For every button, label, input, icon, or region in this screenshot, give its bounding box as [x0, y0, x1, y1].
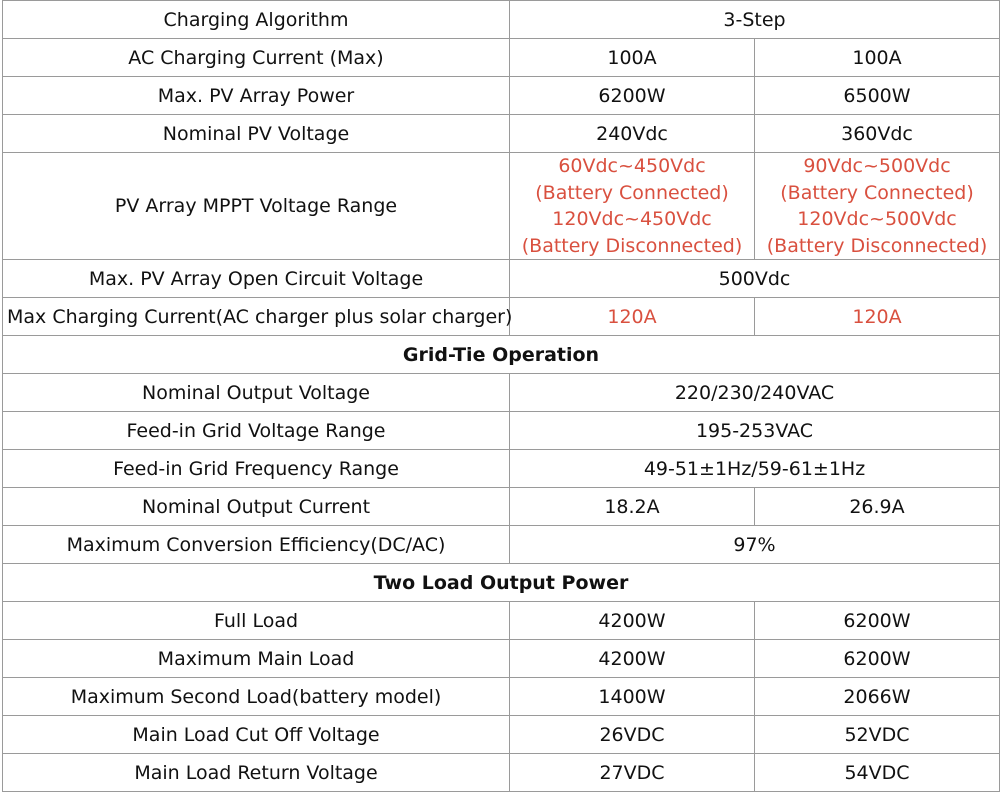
row-label: Full Load	[3, 602, 510, 640]
table-row	[3, 526, 1000, 564]
row-value: 195-253VAC	[510, 412, 1000, 450]
row-value-model-1: 4200W	[510, 602, 755, 640]
row-value-model-2: 6200W	[755, 640, 1000, 678]
section-header-row	[3, 564, 1000, 602]
row-label: Max. PV Array Open Circuit Voltage	[3, 260, 510, 298]
row-value-model-2: 2066W	[755, 678, 1000, 716]
table-row	[3, 754, 1000, 792]
row-value-model-1	[510, 153, 755, 260]
table-row	[3, 260, 1000, 298]
row-value-model-1: 18.2A	[510, 488, 755, 526]
row-value: 3-Step	[510, 1, 1000, 39]
row-label: Charging Algorithm	[3, 1, 510, 39]
row-value-model-2: 100A	[755, 39, 1000, 77]
row-value-model-2: 360Vdc	[755, 115, 1000, 153]
mppt-line: 120Vdc~450Vdc	[552, 208, 712, 230]
mppt-line: (Battery Connected)	[780, 181, 974, 204]
table-row	[3, 450, 1000, 488]
row-label: Maximum Conversion Efficiency(DC/AC)	[3, 526, 510, 564]
row-value: 500Vdc	[510, 260, 1000, 298]
row-value-model-1: 1400W	[510, 678, 755, 716]
spec-table	[2, 0, 1000, 792]
row-label: Nominal Output Current	[3, 488, 510, 526]
table-row	[3, 1, 1000, 39]
table-row	[3, 77, 1000, 115]
table-row	[3, 412, 1000, 450]
mppt-line: 120Vdc~500Vdc	[797, 208, 957, 230]
row-value-model-1: 100A	[510, 39, 755, 77]
mppt-line: (Battery Disconnected)	[521, 234, 743, 257]
row-value-model-1: 27VDC	[510, 754, 755, 792]
row-value-model-2: 54VDC	[755, 754, 1000, 792]
section-title-grid-tie: Grid-Tie Operation	[3, 336, 1000, 374]
row-value-model-1: 120A	[510, 298, 755, 336]
row-value-model-2	[755, 153, 1000, 260]
table-row	[3, 716, 1000, 754]
row-label: Maximum Second Load(battery model)	[3, 678, 510, 716]
mppt-line: 90Vdc~500Vdc	[803, 155, 951, 177]
table-row	[3, 298, 1000, 336]
row-label: PV Array MPPT Voltage Range	[3, 153, 510, 260]
row-label: Maximum Main Load	[3, 640, 510, 678]
row-value-model-1: 240Vdc	[510, 115, 755, 153]
row-value-model-2: 26.9A	[755, 488, 1000, 526]
row-value-model-2: 52VDC	[755, 716, 1000, 754]
table-row	[3, 678, 1000, 716]
section-header-row	[3, 336, 1000, 374]
row-value-model-2: 6500W	[755, 77, 1000, 115]
row-value-model-2: 120A	[755, 298, 1000, 336]
section-title-two-load: Two Load Output Power	[3, 564, 1000, 602]
row-label: Feed-in Grid Frequency Range	[3, 450, 510, 488]
row-value: 97%	[510, 526, 1000, 564]
table-row	[3, 488, 1000, 526]
row-value: 220/230/240VAC	[510, 374, 1000, 412]
row-value-model-2: 6200W	[755, 602, 1000, 640]
row-label: Nominal Output Voltage	[3, 374, 510, 412]
row-label: Main Load Return Voltage	[3, 754, 510, 792]
row-label: AC Charging Current (Max)	[3, 39, 510, 77]
row-label: Feed-in Grid Voltage Range	[3, 412, 510, 450]
table-row	[3, 153, 1000, 260]
mppt-line: 60Vdc~450Vdc	[558, 155, 706, 177]
row-label: Max Charging Current(AC charger plus solar charger)	[3, 298, 510, 336]
row-value-model-1: 4200W	[510, 640, 755, 678]
table-row	[3, 115, 1000, 153]
mppt-line: (Battery Disconnected)	[766, 234, 988, 257]
row-value-model-1: 6200W	[510, 77, 755, 115]
table-row	[3, 640, 1000, 678]
mppt-line: (Battery Connected)	[535, 181, 729, 204]
row-label: Main Load Cut Off Voltage	[3, 716, 510, 754]
table-row	[3, 374, 1000, 412]
table-row	[3, 39, 1000, 77]
table-row	[3, 602, 1000, 640]
row-label: Max. PV Array Power	[3, 77, 510, 115]
row-value-model-1: 26VDC	[510, 716, 755, 754]
row-value: 49-51±1Hz/59-61±1Hz	[510, 450, 1000, 488]
row-label: Nominal PV Voltage	[3, 115, 510, 153]
